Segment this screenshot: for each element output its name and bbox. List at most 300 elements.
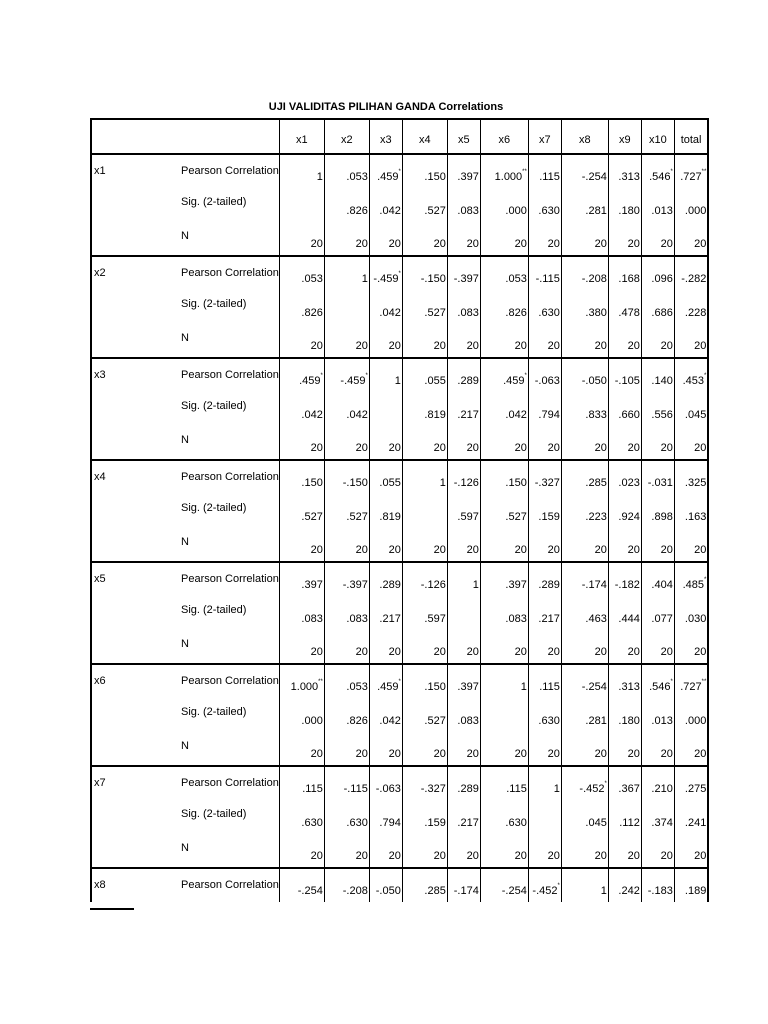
cell-x4-x7: .159 [528,494,561,528]
cell-x2-x8: .380 [561,290,608,324]
cell-x2-x9: .478 [608,290,641,324]
cell-x1-x7: .115 [528,154,561,188]
cell-x5-x1: 20 [279,630,324,664]
row-variable-x7: x7 [91,766,135,868]
cell-x1-x7: .630 [528,188,561,222]
cell-x5-x9: .444 [608,596,641,630]
cell-x5-x3: .217 [369,596,402,630]
cell-x2-x10: 20 [641,324,674,358]
stat-label: Pearson Correlation [135,562,279,596]
significance-marker: * [365,373,368,379]
cell-x2-x1: .826 [279,290,324,324]
cell-x7-x7 [528,800,561,834]
cell-x1-total: .727** [674,154,708,188]
cell-x1-x6: 20 [480,222,528,256]
row-variable-x4: x4 [91,460,135,562]
cell-x3-x1: .459* [279,358,324,392]
cell-x1-x2: .826 [324,188,369,222]
cell-x3-x10: .140 [641,358,674,392]
cell-x5-x6: .397 [480,562,528,596]
column-header-x4: x4 [402,119,447,154]
correlations-table [90,118,709,902]
cell-x6-x7: .630 [528,698,561,732]
cell-x4-x1: .150 [279,460,324,494]
cell-x7-x10: .374 [641,800,674,834]
cell-x1-x9: 20 [608,222,641,256]
cell-x4-total: 20 [674,528,708,562]
cell-x2-x5: .083 [447,290,480,324]
cell-x1-x4: .527 [402,188,447,222]
cell-x4-x1: 20 [279,528,324,562]
cell-x4-x3: .055 [369,460,402,494]
cell-x7-x6: .630 [480,800,528,834]
cell-x7-x9: .112 [608,800,641,834]
significance-marker: ** [318,679,323,685]
cell-x3-x3: 20 [369,426,402,460]
cell-x1-x5: .083 [447,188,480,222]
cell-x5-x3: 20 [369,630,402,664]
cell-x8-x5: -.174 [447,868,480,902]
significance-marker: * [604,781,607,787]
cell-x2-x1: 20 [279,324,324,358]
cell-x5-x1: .397 [279,562,324,596]
cell-x6-x5: 20 [447,732,480,766]
cell-x6-x2: 20 [324,732,369,766]
cell-x6-x3: .459* [369,664,402,698]
stat-label: Sig. (2-tailed) [135,800,279,834]
cell-x3-x9: .660 [608,392,641,426]
header-corner [91,119,279,154]
significance-marker: * [704,373,707,379]
column-header-x3: x3 [369,119,402,154]
cell-x5-x10: .077 [641,596,674,630]
cell-x7-x2: -.115 [324,766,369,800]
cell-x7-x3: 20 [369,834,402,868]
cell-x7-total: .241 [674,800,708,834]
column-header-x7: x7 [528,119,561,154]
cell-x4-x2: -.150 [324,460,369,494]
cell-x5-x9: -.182 [608,562,641,596]
cell-x8-x6: -.254 [480,868,528,902]
cell-x3-x7: .794 [528,392,561,426]
cell-x1-x1: 1 [279,154,324,188]
cell-x6-x2: .826 [324,698,369,732]
table-row [91,188,708,222]
cell-x7-x5: .289 [447,766,480,800]
stat-label: Pearson Correlation [135,256,279,290]
cell-x3-x2: .042 [324,392,369,426]
cell-x7-x8: 20 [561,834,608,868]
cell-x6-x4: .527 [402,698,447,732]
cell-x4-x4: 20 [402,528,447,562]
significance-marker: * [704,577,707,583]
cell-x3-x9: 20 [608,426,641,460]
stat-label: Pearson Correlation [135,868,279,902]
table-row [91,324,708,358]
cell-x2-x3: 20 [369,324,402,358]
cell-x6-x5: .397 [447,664,480,698]
cell-x4-x5: .597 [447,494,480,528]
column-header-x6: x6 [480,119,528,154]
cell-x1-x10: 20 [641,222,674,256]
stat-label: Pearson Correlation [135,664,279,698]
cell-x1-x4: 20 [402,222,447,256]
stat-label: Pearson Correlation [135,460,279,494]
row-variable-x2: x2 [91,256,135,358]
significance-marker: * [670,679,673,685]
stat-label: Sig. (2-tailed) [135,698,279,732]
cell-x4-x8: 20 [561,528,608,562]
cell-x3-x3: 1 [369,358,402,392]
table-row [91,868,708,902]
cell-x3-x8: -.050 [561,358,608,392]
cell-x7-x1: .115 [279,766,324,800]
cell-x5-total: .030 [674,596,708,630]
cell-x3-x2: 20 [324,426,369,460]
cell-x6-x9: .313 [608,664,641,698]
cell-x4-x10: .898 [641,494,674,528]
significance-marker: * [557,883,560,889]
cell-x1-x5: 20 [447,222,480,256]
cell-x3-x4: .055 [402,358,447,392]
cell-x6-total: .000 [674,698,708,732]
cell-x8-x10: -.183 [641,868,674,902]
cell-x3-x4: .819 [402,392,447,426]
cell-x6-total: .727** [674,664,708,698]
table-row [91,664,708,698]
cell-x6-x6: 1 [480,664,528,698]
cell-x6-x10: 20 [641,732,674,766]
cell-x5-x3: .289 [369,562,402,596]
significance-marker: * [524,373,527,379]
cell-x6-x9: .180 [608,698,641,732]
cell-x3-x7: 20 [528,426,561,460]
cell-x4-x2: 20 [324,528,369,562]
cell-x6-x7: 20 [528,732,561,766]
column-header-x9: x9 [608,119,641,154]
cell-x7-x4: -.327 [402,766,447,800]
cell-x2-x2 [324,290,369,324]
cell-x7-total: .275 [674,766,708,800]
cell-x2-x9: 20 [608,324,641,358]
cell-x3-x6: .459* [480,358,528,392]
cell-x2-total: -.282 [674,256,708,290]
cell-x3-x1: 20 [279,426,324,460]
cell-x7-total: 20 [674,834,708,868]
cell-x1-x7: 20 [528,222,561,256]
cell-x6-x9: 20 [608,732,641,766]
cell-x6-x8: 20 [561,732,608,766]
row-variable-x6: x6 [91,664,135,766]
cell-x4-x6: .527 [480,494,528,528]
cell-x5-x7: .217 [528,596,561,630]
cell-x6-x10: .013 [641,698,674,732]
table-row [91,290,708,324]
cell-x1-x6: .000 [480,188,528,222]
stat-label: Pearson Correlation [135,766,279,800]
cell-x2-x4: .527 [402,290,447,324]
cell-x3-total: .453* [674,358,708,392]
cell-x2-x7: 20 [528,324,561,358]
stat-label: N [135,834,279,868]
cell-x5-x8: .463 [561,596,608,630]
cell-x2-x5: 20 [447,324,480,358]
cell-x5-x1: .083 [279,596,324,630]
cell-x6-x5: .083 [447,698,480,732]
cell-x6-x2: .053 [324,664,369,698]
cell-x2-x7: -.115 [528,256,561,290]
cell-x4-x7: -.327 [528,460,561,494]
stat-label: Sig. (2-tailed) [135,290,279,324]
cell-x3-x9: -.105 [608,358,641,392]
table-row [91,698,708,732]
cell-x4-x3: .819 [369,494,402,528]
cell-x5-x6: 20 [480,630,528,664]
column-header-x10: x10 [641,119,674,154]
stat-label: N [135,222,279,256]
cell-x5-x4: .597 [402,596,447,630]
cell-x5-x2: 20 [324,630,369,664]
cell-x7-x6: 20 [480,834,528,868]
cell-x7-x8: .045 [561,800,608,834]
cell-x7-x7: 20 [528,834,561,868]
cell-x6-x6 [480,698,528,732]
table-row [91,154,708,188]
cell-x1-x5: .397 [447,154,480,188]
cell-x4-x6: 20 [480,528,528,562]
cell-x1-x8: .281 [561,188,608,222]
cell-x4-x4: 1 [402,460,447,494]
cell-x6-x4: 20 [402,732,447,766]
cell-x4-x10: 20 [641,528,674,562]
cell-x5-x2: .083 [324,596,369,630]
cell-x4-x10: -.031 [641,460,674,494]
cell-x7-x4: 20 [402,834,447,868]
cell-x4-x1: .527 [279,494,324,528]
cell-x7-x10: .210 [641,766,674,800]
cell-x1-x9: .313 [608,154,641,188]
header-row [91,119,708,154]
cell-x4-x9: .924 [608,494,641,528]
cell-x7-x10: 20 [641,834,674,868]
table-row [91,800,708,834]
cell-x6-x3: .042 [369,698,402,732]
cell-x3-x8: 20 [561,426,608,460]
cell-x1-x9: .180 [608,188,641,222]
cell-x5-x9: 20 [608,630,641,664]
cell-x5-x4: 20 [402,630,447,664]
cell-x6-x8: -.254 [561,664,608,698]
cell-x2-x4: 20 [402,324,447,358]
table-row [91,222,708,256]
stat-label: N [135,732,279,766]
column-header-total: total [674,119,708,154]
cell-x2-x3: -.459* [369,256,402,290]
cell-x5-x7: 20 [528,630,561,664]
column-header-x5: x5 [447,119,480,154]
cell-x1-x1 [279,188,324,222]
stat-label: Sig. (2-tailed) [135,596,279,630]
cell-x2-x6: .053 [480,256,528,290]
stat-label: N [135,528,279,562]
table-row [91,494,708,528]
cell-x4-x3: 20 [369,528,402,562]
row-variable-x3: x3 [91,358,135,460]
stat-label: N [135,324,279,358]
cell-x4-x5: 20 [447,528,480,562]
cell-x6-x4: .150 [402,664,447,698]
cell-x7-x2: .630 [324,800,369,834]
cell-x3-x4: 20 [402,426,447,460]
cell-x7-x3: -.063 [369,766,402,800]
cell-x8-x7: -.452* [528,868,561,902]
cell-x2-x2: 20 [324,324,369,358]
cell-x3-x5: .289 [447,358,480,392]
cell-x3-x8: .833 [561,392,608,426]
cell-x5-x6: .083 [480,596,528,630]
cell-x7-x3: .794 [369,800,402,834]
cell-x7-x1: .630 [279,800,324,834]
cell-x6-x1: 1.000** [279,664,324,698]
cell-x5-x8: -.174 [561,562,608,596]
cell-x2-x6: 20 [480,324,528,358]
cell-x7-x8: -.452* [561,766,608,800]
table-row [91,596,708,630]
cell-x1-x6: 1.000** [480,154,528,188]
cell-x4-total: .325 [674,460,708,494]
table-row [91,834,708,868]
table-row [91,256,708,290]
significance-marker: * [398,271,401,277]
cell-x3-x1: .042 [279,392,324,426]
cell-x8-x9: .242 [608,868,641,902]
table-row [91,528,708,562]
cell-x3-x5: .217 [447,392,480,426]
cell-x5-x5: 20 [447,630,480,664]
cell-x4-x9: .023 [608,460,641,494]
cell-x4-x8: .285 [561,460,608,494]
cell-x4-x5: -.126 [447,460,480,494]
cell-x2-x10: .096 [641,256,674,290]
stat-label: Pearson Correlation [135,154,279,188]
table-row [91,460,708,494]
cell-x2-x3: .042 [369,290,402,324]
cell-x5-x4: -.126 [402,562,447,596]
significance-marker: * [398,679,401,685]
table-row [91,562,708,596]
cell-x2-x9: .168 [608,256,641,290]
cell-x3-x7: -.063 [528,358,561,392]
significance-marker: ** [522,169,527,175]
cell-x3-x3 [369,392,402,426]
cell-x2-x5: -.397 [447,256,480,290]
table-row [91,426,708,460]
cell-x5-x10: 20 [641,630,674,664]
significance-marker: * [670,169,673,175]
cell-x8-x4: .285 [402,868,447,902]
cell-x5-x7: .289 [528,562,561,596]
cell-x4-x9: 20 [608,528,641,562]
column-header-x8: x8 [561,119,608,154]
significance-marker: * [320,373,323,379]
stat-label: N [135,426,279,460]
cell-x4-x7: 20 [528,528,561,562]
cell-x7-x5: 20 [447,834,480,868]
cell-x1-x8: 20 [561,222,608,256]
column-header-x2: x2 [324,119,369,154]
cell-x4-total: .163 [674,494,708,528]
cell-x6-x3: 20 [369,732,402,766]
cell-x1-x1: 20 [279,222,324,256]
cell-x5-x8: 20 [561,630,608,664]
cell-x3-total: .045 [674,392,708,426]
cell-x2-x2: 1 [324,256,369,290]
cell-x1-x2: 20 [324,222,369,256]
cell-x7-x9: .367 [608,766,641,800]
row-variable-x1: x1 [91,154,135,256]
table-row [91,766,708,800]
cell-x6-x8: .281 [561,698,608,732]
cell-x8-x2: -.208 [324,868,369,902]
significance-marker: ** [701,679,707,685]
cell-x2-total: 20 [674,324,708,358]
cell-x6-x6: 20 [480,732,528,766]
cell-x1-x2: .053 [324,154,369,188]
cell-x3-x5: 20 [447,426,480,460]
cell-x3-total: 20 [674,426,708,460]
cell-x1-total: .000 [674,188,708,222]
significance-marker: ** [701,169,707,175]
cell-x8-x1: -.254 [279,868,324,902]
cell-x1-x3: .042 [369,188,402,222]
cell-x5-x5 [447,596,480,630]
cell-x7-x6: .115 [480,766,528,800]
cell-x7-x7: 1 [528,766,561,800]
table-row [91,732,708,766]
stat-label: N [135,630,279,664]
cell-x4-x4 [402,494,447,528]
cell-x1-x8: -.254 [561,154,608,188]
cell-x3-x10: .556 [641,392,674,426]
cell-x7-x1: 20 [279,834,324,868]
cell-x1-x10: .546* [641,154,674,188]
significance-marker: * [398,169,401,175]
cell-x5-x2: -.397 [324,562,369,596]
cell-x8-x3: -.050 [369,868,402,902]
cell-x2-x4: -.150 [402,256,447,290]
cell-x6-x1: .000 [279,698,324,732]
cell-x6-total: 20 [674,732,708,766]
cell-x4-x2: .527 [324,494,369,528]
cell-x7-x5: .217 [447,800,480,834]
cell-x2-x6: .826 [480,290,528,324]
cell-x3-x10: 20 [641,426,674,460]
cell-x8-x8: 1 [561,868,608,902]
cell-x4-x6: .150 [480,460,528,494]
cell-x1-x3: .459* [369,154,402,188]
table-bottom-stub [90,908,134,910]
cell-x5-x10: .404 [641,562,674,596]
cell-x5-x5: 1 [447,562,480,596]
stat-label: Sig. (2-tailed) [135,188,279,222]
stat-label: Sig. (2-tailed) [135,494,279,528]
cell-x2-x10: .686 [641,290,674,324]
cell-x1-x4: .150 [402,154,447,188]
table-row [91,630,708,664]
table-title: UJI VALIDITAS PILIHAN GANDA Correlations [268,101,504,113]
cell-x6-x1: 20 [279,732,324,766]
cell-x3-x6: 20 [480,426,528,460]
